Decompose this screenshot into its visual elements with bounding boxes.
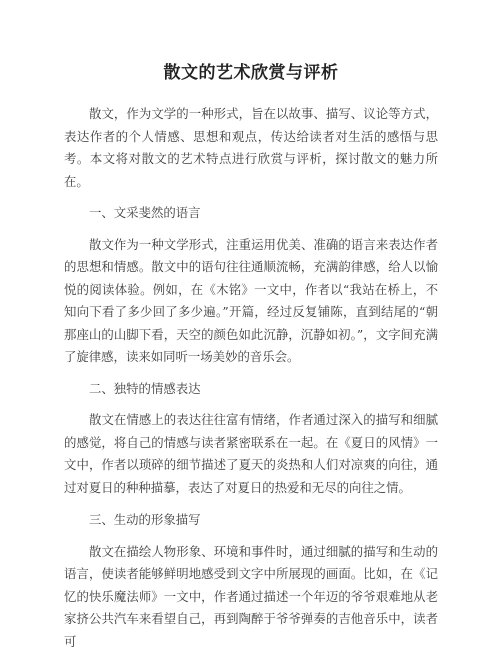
- section-body-1: 散文作为一种文学形式，注重运用优美、准确的语言来表达作者的思想和情感。散文中的语句往往通顺流畅，充满韵律感，给人以愉悦的阅读体验。例如，在《木铭》一文中，作者以“我站在桥上，不知向下看了多少回了多少遍。”开篇，经过反复铺陈，直到结尾的“朝那座山的山脚下看，天空的颜色如此沉静，沉静如初。”，文字间充满了旋律感，读来如同听一场美妙的音乐会。: [64, 234, 438, 369]
- section-body-2: 散文在情感上的表达往往富有情绪，作者通过深入的描写和细腻的感觉，将自己的情感与读者紧密联系在一起。在《夏日的风情》一文中，作者以琐碎的细节描述了夏天的炎热和人们对凉爽的向往，通过对夏日的种种描摹，表达了对夏日的热爱和无尽的向往之情。: [64, 409, 438, 499]
- section-body-3: 散文在描绘人物形象、环境和事件时，通过细腻的描写和生动的语言，使读者能够鲜明地感受到文字中所展现的画面。比如，在《记忆的快乐魔法师》一文中，作者通过描述一个年迈的爷爷艰难地从老家挤公共汽车来看望自己，再到陶醉于爷爷弹奏的吉他音乐中，读者可: [64, 541, 438, 653]
- intro-paragraph: 散文，作为文学的一种形式，旨在以故事、描写、议论等方式，表达作者的个人情感、思想和观点，传达给读者对生活的感悟与思考。本文将对散文的艺术特点进行欣赏与评析，探讨散文的魅力所在。: [64, 103, 438, 193]
- section-heading-2: 二、独特的情感表达: [64, 378, 438, 401]
- section-heading-1: 一、文采斐然的语言: [64, 202, 438, 225]
- section-heading-3: 三、生动的形象描写: [64, 509, 438, 532]
- document-title: 散文的艺术欣赏与评析: [64, 58, 438, 83]
